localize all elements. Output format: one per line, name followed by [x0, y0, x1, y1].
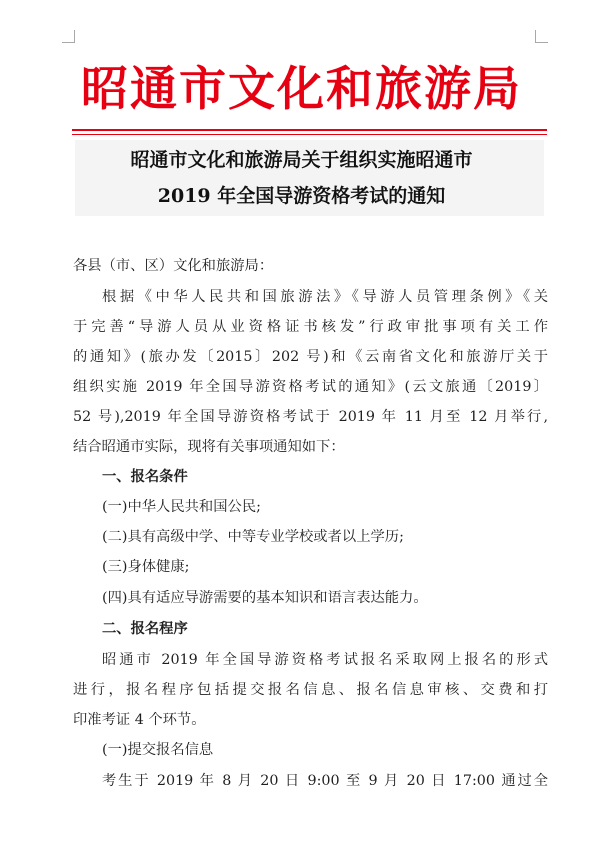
- agency-heading: 昭通市文化和旅游局: [81, 62, 522, 117]
- salutation: 各县（市、区）文化和旅游局：: [73, 258, 274, 274]
- section-heading-1: 一、报名条件: [102, 469, 188, 485]
- red-divider-thick: [72, 129, 547, 131]
- list-item: (四)具有适应导游需要的基本知识和语言表达能力。: [102, 590, 428, 606]
- paragraph-line: 于完善“导游人员从业资格证书核发”行政审批事项有关工作: [73, 319, 548, 335]
- paragraph-line: 进行，报名程序包括提交报名信息、报名信息审核、交费和打: [73, 682, 548, 698]
- crop-mark-top-left: [62, 30, 75, 43]
- list-item: (二)具有高级中学、中等专业学校或者以上学历;: [102, 529, 404, 545]
- subsection-heading: (一)提交报名信息: [102, 742, 214, 758]
- document-title-line-1: 昭通市文化和旅游局关于组织实施昭通市: [130, 149, 473, 171]
- red-divider-thin: [72, 134, 547, 135]
- paragraph-line: 52 号),2019 年全国导游资格考试于 2019 年 11 月至 12 月举行,: [73, 409, 548, 425]
- crop-mark-top-right: [535, 30, 548, 43]
- document-title-line-2: 2019 年全国导游资格考试的通知: [157, 185, 446, 207]
- paragraph-line: 考生于 2019 年 8 月 20 日 9:00 至 9 月 20 日 17:00 通过全: [102, 773, 548, 789]
- paragraph-line: 根据《中华人民共和国旅游法》《导游人员管理条例》《关: [102, 289, 548, 305]
- paragraph-line: 印准考证 4 个环节。: [73, 712, 206, 728]
- list-item: (三)身体健康;: [102, 559, 190, 575]
- paragraph-line: 结合昭通市实际，现将有关事项通知如下：: [73, 439, 345, 455]
- paragraph-line: 昭通市 2019 年全国导游资格考试报名采取网上报名的形式: [102, 652, 548, 668]
- list-item: (一)中华人民共和国公民;: [102, 499, 261, 515]
- paragraph-line: 组织实施 2019 年全国导游资格考试的通知》(云文旅通〔2019〕: [73, 379, 548, 395]
- section-heading-2: 二、报名程序: [102, 621, 188, 637]
- paragraph-line: 的通知》(旅办发〔2015〕202 号)和《云南省文化和旅游厅关于: [73, 349, 548, 365]
